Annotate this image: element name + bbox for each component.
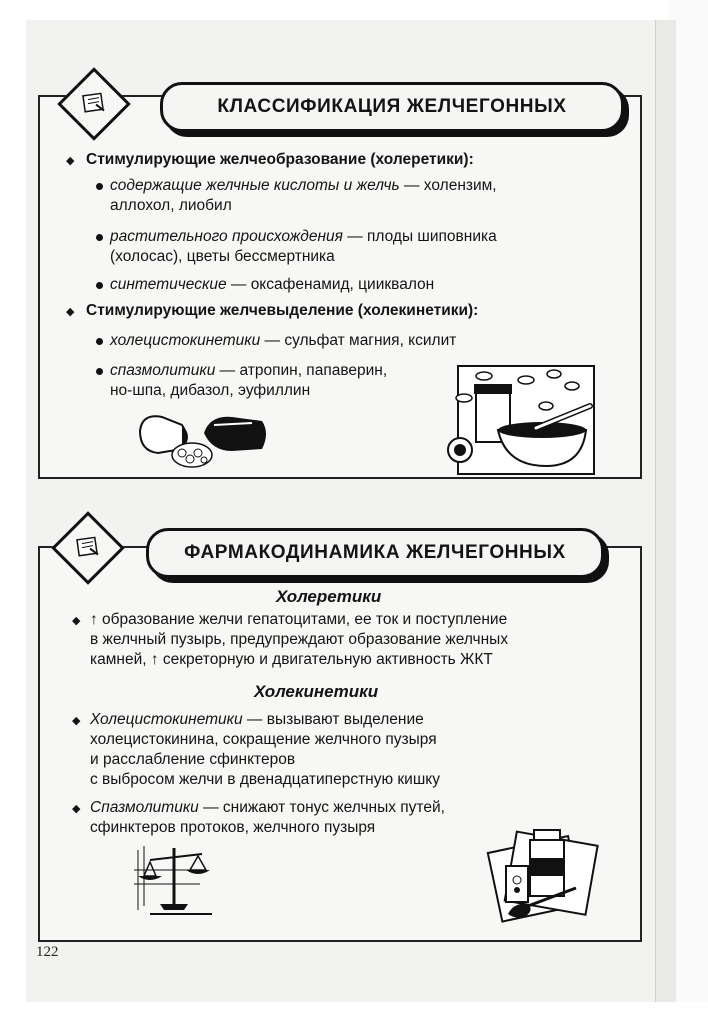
section2-diamond-badge <box>52 512 118 578</box>
spasmolytics-label: спазмолитики <box>110 362 216 379</box>
cholekinetics-subheading: Холекинетики <box>254 682 379 701</box>
scales-illustration <box>130 840 220 918</box>
diamond-bullet: ◆ <box>72 803 81 815</box>
dot-bullet <box>96 368 103 375</box>
spasmolytics-effect-text: — снижают тонус желчных путей, <box>198 799 445 816</box>
dot-bullet <box>96 338 103 345</box>
choleretics-classification-heading: Стимулирующие желчеобразование (холеретики): <box>86 151 474 168</box>
section1-diamond-badge <box>58 68 124 134</box>
diamond-bullet: ◆ <box>66 155 75 167</box>
diamond-bullet: ◆ <box>72 715 81 727</box>
choleretics-effect-line2: в желчный пузырь, предупреждают образование желчных <box>90 631 509 648</box>
spasmolytics-item-line2: но-шпа, дибазол, эуфиллин <box>110 382 311 399</box>
spasmolytics-effect <box>90 798 445 818</box>
cholecystokinetics-effect-line2: холецистокинина, сокращение желчного пузыря <box>90 731 437 748</box>
photo-margin-left <box>0 0 26 1024</box>
plant-origin-item <box>110 227 497 247</box>
spasmolytics-item <box>110 361 387 381</box>
photo-margin-top <box>0 0 708 20</box>
cholekinetics-classification-heading: Стимулирующие желчевыделение (холекинетики): <box>86 302 479 319</box>
section2-title: ФАРМАКОДИНАМИКА ЖЕЛЧЕГОННЫХ <box>146 528 604 578</box>
choleretics-effect-line3: камней, ↑ секреторную и двигательную активность ЖКТ <box>90 651 493 668</box>
dot-bullet <box>96 234 103 241</box>
medicine-bottles-illustration <box>484 818 604 928</box>
spasmolytics-drugs: — атропин, папаверин, <box>215 362 388 379</box>
diamond-bullet: ◆ <box>72 615 81 627</box>
plant-origin-label: растительного происхождения <box>110 228 343 245</box>
cholecystokinetics-effect <box>90 710 424 730</box>
spasmolytics-effect-label: Спазмолитики <box>90 799 199 816</box>
synthetic-item <box>110 275 434 295</box>
plant-origin-drugs: — плоды шиповника <box>342 228 497 245</box>
document-diamond-icon <box>80 89 108 117</box>
bile-acids-label: содержащие желчные кислоты и желчь <box>110 177 400 194</box>
choleretics-effect-line1: ↑ образование желчи гепатоцитами, ее ток и поступление <box>90 611 508 628</box>
page-number: 122 <box>36 944 59 960</box>
capsule-illustration <box>132 405 272 475</box>
synthetic-drugs: — оксафенамид, цииквалон <box>226 276 435 293</box>
adjacent-page-edge <box>655 20 676 1002</box>
synthetic-label: синтетические <box>110 276 227 293</box>
photo-margin-bottom <box>0 1002 708 1024</box>
spasmolytics-effect-line2: сфинктеров протоков, желчного пузыря <box>90 819 376 836</box>
cholecystokinetics-item <box>110 331 456 351</box>
mortar-pills-illustration <box>446 362 596 477</box>
cholecystokinetics-effect-label: Холецистокинетики <box>90 711 243 728</box>
plant-origin-item-line2: (холосас), цветы бессмертника <box>110 248 335 265</box>
section1-title: КЛАССИФИКАЦИЯ ЖЕЛЧЕГОННЫХ <box>160 82 624 132</box>
bile-acids-drugs: — холензим, <box>399 177 497 194</box>
choleretics-subheading: Холеретики <box>276 587 382 606</box>
cholecystokinetics-effect-text: — вызывают выделение <box>242 711 424 728</box>
bile-acids-item-line2: аллохол, лиобил <box>110 197 232 214</box>
dot-bullet <box>96 183 103 190</box>
document-diamond-icon <box>74 533 102 561</box>
cholecystokinetics-label: холецистокинетики <box>110 332 261 349</box>
diamond-bullet: ◆ <box>66 306 75 318</box>
dot-bullet <box>96 282 103 289</box>
cholecystokinetics-effect-line3: и расслабление сфинктеров <box>90 751 296 768</box>
cholecystokinetics-drugs: — сульфат магния, ксилит <box>260 332 457 349</box>
bile-acids-item <box>110 176 497 196</box>
cholecystokinetics-effect-line4: с выбросом желчи в двенадцатиперстную кишку <box>90 771 440 788</box>
